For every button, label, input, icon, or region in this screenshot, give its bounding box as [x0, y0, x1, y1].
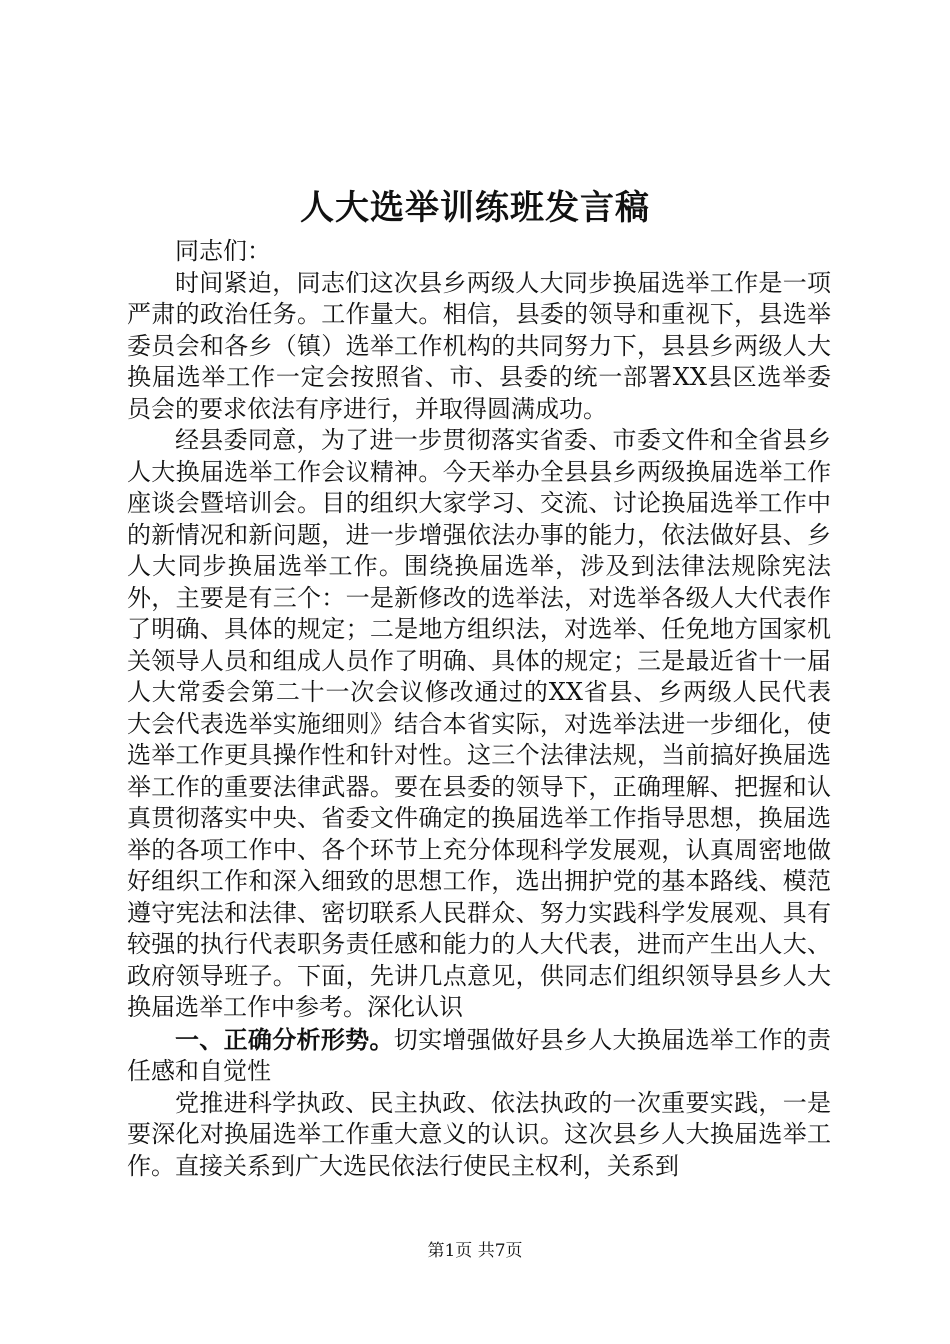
- page-footer: 第1页 共7页: [427, 1241, 523, 1261]
- document-body: [127, 236, 831, 1182]
- section-one-text: 切实增强做好县乡人大换届选举工作的责任感和自觉性: [127, 1025, 832, 1085]
- paragraph-1: 时间紧迫，同志们这次县乡两级人大同步换届选举工作是一项严肃的政治任务。工作量大。相信，县委的领导和重视下，县选举委员会和各乡（镇）选举工作机构的共同努力下，县县乡两级人大换届选举工作一定会按照省、市、县委的统一部署XX县区选举委员会的要求依法有序进行，并取得圆满成功。: [127, 268, 831, 423]
- section-one-paragraph: [127, 1024, 831, 1088]
- paragraph-3: 党推进科学执政、民主执政、依法执政的一次重要实践，一是要深化对换届选举工作重大意义的认识。这次县乡人大换届选举工作。直接关系到广大选民依法行使民主权利，关系到: [127, 1088, 831, 1180]
- paragraph-2: 经县委同意，为了进一步贯彻落实省委、市委文件和全省县乡人大换届选举工作会议精神。今天举办全县县乡两级换届选举工作座谈会暨培训会。目的组织大家学习、交流、讨论换届选举工作中的新情况和新问题，进一步增强依法办事的能力，依法做好县、乡人大同步换届选举工作。围绕换届选举，涉及到法律法规除宪法外，主要是有三个：一是新修改的选举法，对选举各级人大代表作了明确、具体的规定；二是地方组织法，对选举、任免地方国家机关领导人员和组成人员作了明确、具体的规定；三是最近省十一届人大常委会第二十一次会议修改通过的XX省县、乡两级人民代表大会代表选举实施细则》结合本省实际，对选举法进一步细化，使选举工作更具操作性和针对性。这三个法律法规，当前搞好换届选举工作的重要法律武器。要在县委的领导下，正确理解、把握和认真贯彻落实中央、省委文件确定的换届选举工作指导思想，换届选举的各项工作中、各个环节上充分体现科学发展观，认真周密地做好组织工作和深入细致的思想工作，选出拥护党的基本路线、模范遵守宪法和法律、密切联系人民群众、努力实践科学发展观、具有较强的执行代表职务责任感和能力的人大代表，进而产生出人大、政府领导班子。下面，先讲几点意见，供同志们组织领导县乡人大换届选举工作中参考。深化认识: [127, 426, 831, 1021]
- section-one-heading: 一、正确分析形势。: [175, 1024, 394, 1054]
- document-title: 人大选举训练班发言稿: [300, 188, 650, 228]
- greeting: 同志们：: [175, 237, 271, 265]
